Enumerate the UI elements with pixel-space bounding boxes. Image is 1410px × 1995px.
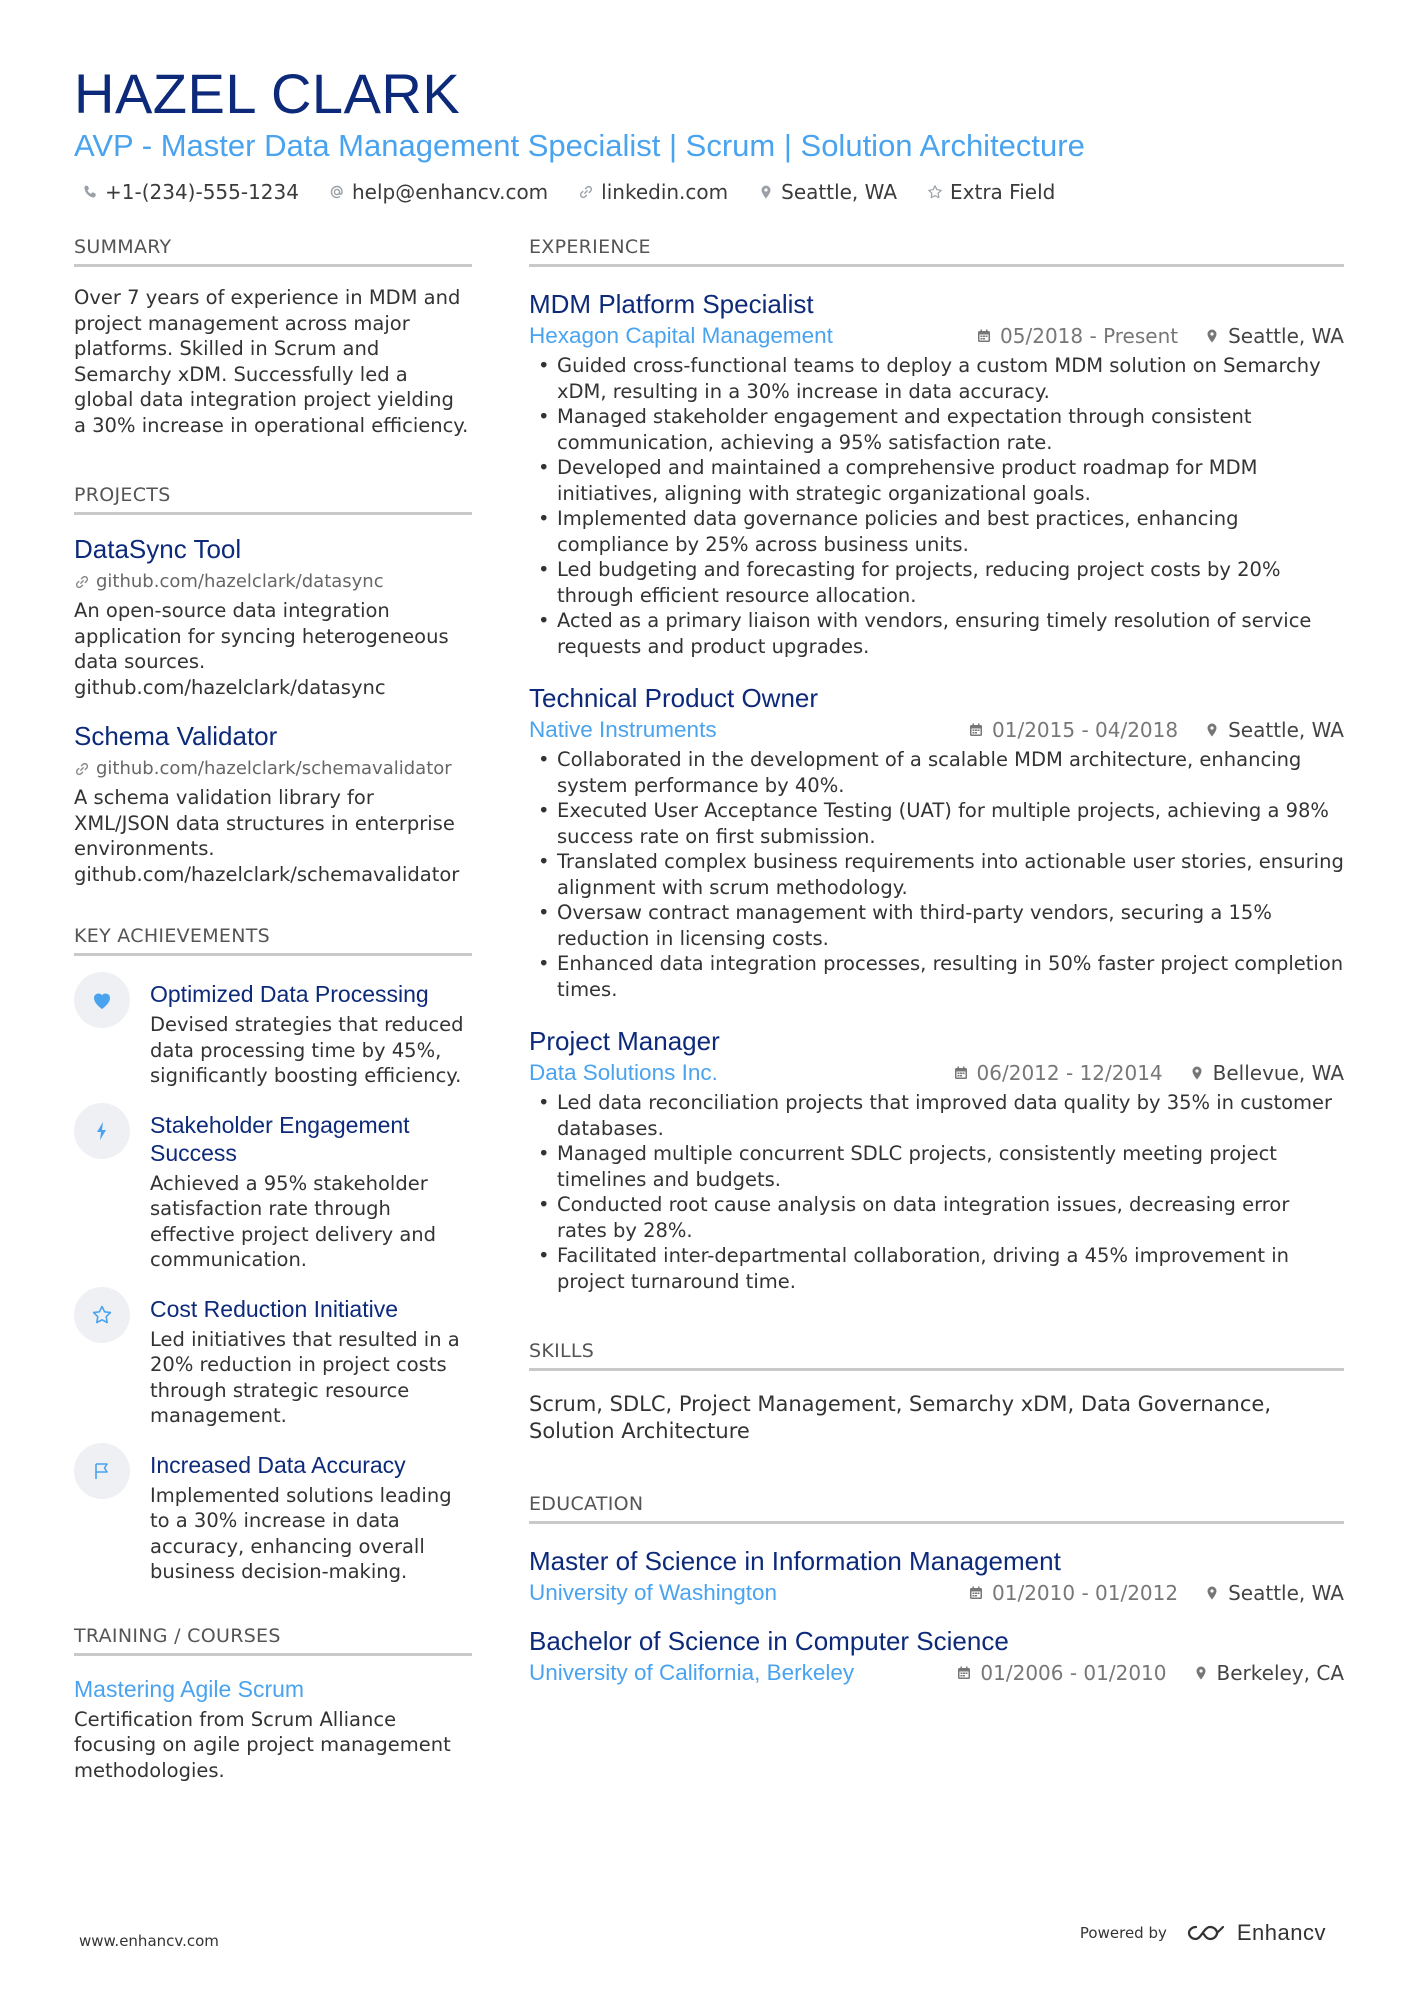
job-meta-right <box>968 718 1344 742</box>
job-location-text: Bellevue, WA <box>1212 1061 1344 1085</box>
job-location <box>1204 718 1344 742</box>
extra-text: Extra Field <box>950 180 1056 204</box>
brand-name: Enhancv <box>1236 1920 1326 1945</box>
brand-logo[interactable] <box>1185 1920 1326 1946</box>
contact-email[interactable] <box>329 180 548 204</box>
skills-heading: SKILLS <box>529 1340 1344 1371</box>
star-outline-icon <box>927 184 943 200</box>
education-dates-text: 01/2010 - 01/2012 <box>992 1581 1179 1605</box>
job-meta <box>529 717 1344 743</box>
calendar-icon <box>968 1585 984 1601</box>
job-bullet: • Facilitated inter-departmental collaboration, driving a 45% improvement in project turnaround time. <box>529 1243 1344 1294</box>
school-name: University of Washington <box>529 1580 778 1605</box>
training-heading: TRAINING / COURSES <box>74 1625 472 1656</box>
education-dates <box>968 1581 1178 1605</box>
contact-bar <box>82 180 1344 204</box>
project-item <box>74 533 472 700</box>
powered-by-text: Powered by <box>1079 1924 1167 1942</box>
job-bullet: • Oversaw contract management with third-party vendors, securing a 15% reduction in licensing costs. <box>529 900 1344 951</box>
achievement-title: Stakeholder Engagement Success <box>150 1111 410 1166</box>
job-dates <box>953 1061 1163 1085</box>
skills-section <box>529 1340 1344 1445</box>
job-dates-text: 05/2018 - Present <box>1000 324 1179 348</box>
phone-text: +1-(234)-555-1234 <box>105 180 299 204</box>
education-item <box>529 1624 1344 1686</box>
education-dates <box>956 1661 1166 1685</box>
candidate-title: AVP - Master Data Management Specialist | Scrum | Solution Architecture <box>74 128 1085 163</box>
resume-header <box>74 62 1344 204</box>
achievement-item <box>74 1451 472 1585</box>
summary-text: Over 7 years of experience in MDM and project management across major platforms. Skilled in Scrum and Semarchy xDM. Successfully led a global data integration project yielding a 30% increase in operational efficiency. <box>74 286 469 437</box>
job-entry <box>529 681 1344 1002</box>
achievements-section <box>74 925 472 1585</box>
education-location-text: Berkeley, CA <box>1216 1661 1344 1685</box>
location-pin-icon <box>1204 1585 1220 1601</box>
at-icon <box>329 184 345 200</box>
summary-section <box>74 236 472 438</box>
job-location <box>1204 324 1344 348</box>
project-link-text: github.com/hazelclark/schemavalidator <box>96 758 452 779</box>
project-title: DataSync Tool <box>74 534 242 564</box>
left-column <box>74 236 472 1783</box>
footer-branding <box>1080 1920 1326 1946</box>
company-name: Hexagon Capital Management <box>529 323 833 348</box>
education-meta <box>529 1660 1344 1686</box>
job-bullet: • Led budgeting and forecasting for projects, reducing project costs by 20% through efficient resource allocation. <box>529 557 1344 608</box>
location-text: Seattle, WA <box>781 180 898 204</box>
job-bullet: • Led data reconciliation projects that improved data quality by 35% in customer databases. <box>529 1090 1344 1141</box>
job-dates <box>968 718 1178 742</box>
degree-title: Bachelor of Science in Computer Science <box>529 1626 1009 1656</box>
right-column <box>529 236 1344 1704</box>
experience-section <box>529 236 1344 1294</box>
contact-location <box>758 180 897 204</box>
project-url[interactable]: github.com/hazelclark/schemavalidator <box>74 862 460 886</box>
education-meta <box>529 1580 1344 1606</box>
project-link[interactable] <box>74 758 472 779</box>
contact-linkedin[interactable] <box>578 180 728 204</box>
experience-heading: EXPERIENCE <box>529 236 1344 267</box>
link-icon <box>74 574 90 590</box>
job-bullet: • Guided cross-functional teams to deploy a custom MDM solution on Semarchy xDM, resulting in a 30% increase in data accuracy. <box>529 353 1344 404</box>
job-meta <box>529 323 1344 349</box>
job-location-text: Seattle, WA <box>1228 324 1344 348</box>
project-url[interactable]: github.com/hazelclark/datasync <box>74 675 386 699</box>
job-bullet: • Implemented data governance policies and best practices, enhancing compliance by 25% across business units. <box>529 506 1344 557</box>
linkedin-text: linkedin.com <box>601 180 729 204</box>
location-pin-icon <box>1204 722 1220 738</box>
achievements-heading: KEY ACHIEVEMENTS <box>74 925 472 956</box>
job-title: Technical Product Owner <box>529 683 819 713</box>
project-item <box>74 720 472 887</box>
course-title: Mastering Agile Scrum <box>74 1675 305 1702</box>
bolt-icon <box>74 1103 130 1159</box>
education-location-text: Seattle, WA <box>1228 1581 1344 1605</box>
skills-text: Scrum, SDLC, Project Management, Semarchy xDM, Data Governance, Solution Architecture <box>529 1392 1272 1443</box>
achievement-text: Achieved a 95% stakeholder satisfaction rate through effective project delivery and communication. <box>150 1171 437 1271</box>
education-item <box>529 1544 1344 1606</box>
footer-website[interactable]: www.enhancv.com <box>79 1932 219 1950</box>
achievement-item <box>74 1295 472 1429</box>
job-title: MDM Platform Specialist <box>529 289 814 319</box>
job-bullet: • Executed User Acceptance Testing (UAT) for multiple projects, achieving a 98% success rate on first submission. <box>529 798 1344 849</box>
contact-phone[interactable] <box>82 180 299 204</box>
education-location <box>1204 1581 1344 1605</box>
degree-title: Master of Science in Information Management <box>529 1546 1061 1576</box>
link-icon <box>578 184 594 200</box>
job-bullets <box>529 353 1344 659</box>
course-text: Certification from Scrum Alliance focusing on agile project management methodologies. <box>74 1707 451 1782</box>
education-section <box>529 1493 1344 1686</box>
job-dates-text: 01/2015 - 04/2018 <box>992 718 1179 742</box>
location-pin-icon <box>1189 1065 1205 1081</box>
job-dates <box>976 324 1178 348</box>
job-bullet: • Collaborated in the development of a scalable MDM architecture, enhancing system performance by 40%. <box>529 747 1344 798</box>
achievement-item <box>74 980 472 1089</box>
calendar-icon <box>956 1665 972 1681</box>
calendar-icon <box>976 328 992 344</box>
achievement-title: Increased Data Accuracy <box>150 1451 406 1478</box>
link-icon <box>74 761 90 777</box>
company-name: Native Instruments <box>529 717 717 742</box>
job-meta <box>529 1060 1344 1086</box>
education-location <box>1193 1661 1344 1685</box>
infinity-logo-icon <box>1185 1921 1229 1945</box>
project-description: An open-source data integration application for syncing heterogeneous data sources. <box>74 599 449 673</box>
job-meta-right <box>976 324 1344 348</box>
achievement-title: Optimized Data Processing <box>150 981 429 1007</box>
project-description: A schema validation library for XML/JSON data structures in enterprise environments. <box>74 786 455 860</box>
job-bullet: • Conducted root cause analysis on data integration issues, decreasing error rates by 28%. <box>529 1192 1344 1243</box>
achievement-text: Devised strategies that reduced data processing time by 45%, significantly boosting efficiency. <box>150 1013 464 1087</box>
heart-icon <box>74 972 130 1028</box>
course-item <box>74 1674 472 1784</box>
job-location <box>1189 1061 1344 1085</box>
education-heading: EDUCATION <box>529 1493 1344 1524</box>
project-link-text: github.com/hazelclark/datasync <box>96 571 384 592</box>
job-bullet: • Acted as a primary liaison with vendors, ensuring timely resolution of service requests and product upgrades. <box>529 608 1344 659</box>
achievement-text: Implemented solutions leading to a 30% increase in data accuracy, enhancing overall business decision-making. <box>150 1483 452 1583</box>
company-name: Data Solutions Inc. <box>529 1060 718 1085</box>
location-pin-icon <box>1204 328 1220 344</box>
project-link[interactable] <box>74 571 472 592</box>
projects-section <box>74 484 472 887</box>
job-title: Project Manager <box>529 1026 720 1056</box>
achievement-text: Led initiatives that resulted in a 20% reduction in project costs through strategic resource management. <box>150 1327 460 1427</box>
education-meta-right <box>968 1581 1344 1605</box>
job-location-text: Seattle, WA <box>1228 718 1344 742</box>
job-entry <box>529 1024 1344 1294</box>
education-meta-right <box>956 1661 1344 1685</box>
email-text: help@enhancv.com <box>351 180 549 204</box>
flag-icon <box>74 1443 130 1499</box>
calendar-icon <box>968 722 984 738</box>
location-pin-icon <box>758 184 774 200</box>
training-section <box>74 1625 472 1784</box>
job-meta-right <box>953 1061 1344 1085</box>
summary-heading: SUMMARY <box>74 236 472 267</box>
contact-extra <box>927 180 1055 204</box>
job-entry <box>529 287 1344 659</box>
job-bullet: • Developed and maintained a comprehensive product roadmap for MDM initiatives, aligning with strategic organizational goals. <box>529 455 1344 506</box>
star-icon <box>74 1287 130 1343</box>
project-title: Schema Validator <box>74 721 278 751</box>
achievement-title: Cost Reduction Initiative <box>150 1295 399 1322</box>
job-bullet: • Managed multiple concurrent SDLC projects, consistently meeting project timelines and budgets. <box>529 1141 1344 1192</box>
job-bullets <box>529 1090 1344 1294</box>
job-bullet: • Translated complex business requirements into actionable user stories, ensuring alignment with scrum methodology. <box>529 849 1344 900</box>
candidate-name: HAZEL CLARK <box>74 62 461 125</box>
calendar-icon <box>953 1065 969 1081</box>
school-name: University of California, Berkeley <box>529 1660 855 1685</box>
education-dates-text: 01/2006 - 01/2010 <box>980 1661 1167 1685</box>
job-bullet: • Enhanced data integration processes, resulting in 50% faster project completion times. <box>529 951 1344 1002</box>
job-bullets <box>529 747 1344 1002</box>
job-bullet: • Managed stakeholder engagement and expectation through consistent communication, achieving a 95% satisfaction rate. <box>529 404 1344 455</box>
location-pin-icon <box>1193 1665 1209 1681</box>
phone-icon <box>82 184 98 200</box>
achievement-item <box>74 1111 472 1273</box>
projects-heading: PROJECTS <box>74 484 472 515</box>
job-dates-text: 06/2012 - 12/2014 <box>976 1061 1163 1085</box>
